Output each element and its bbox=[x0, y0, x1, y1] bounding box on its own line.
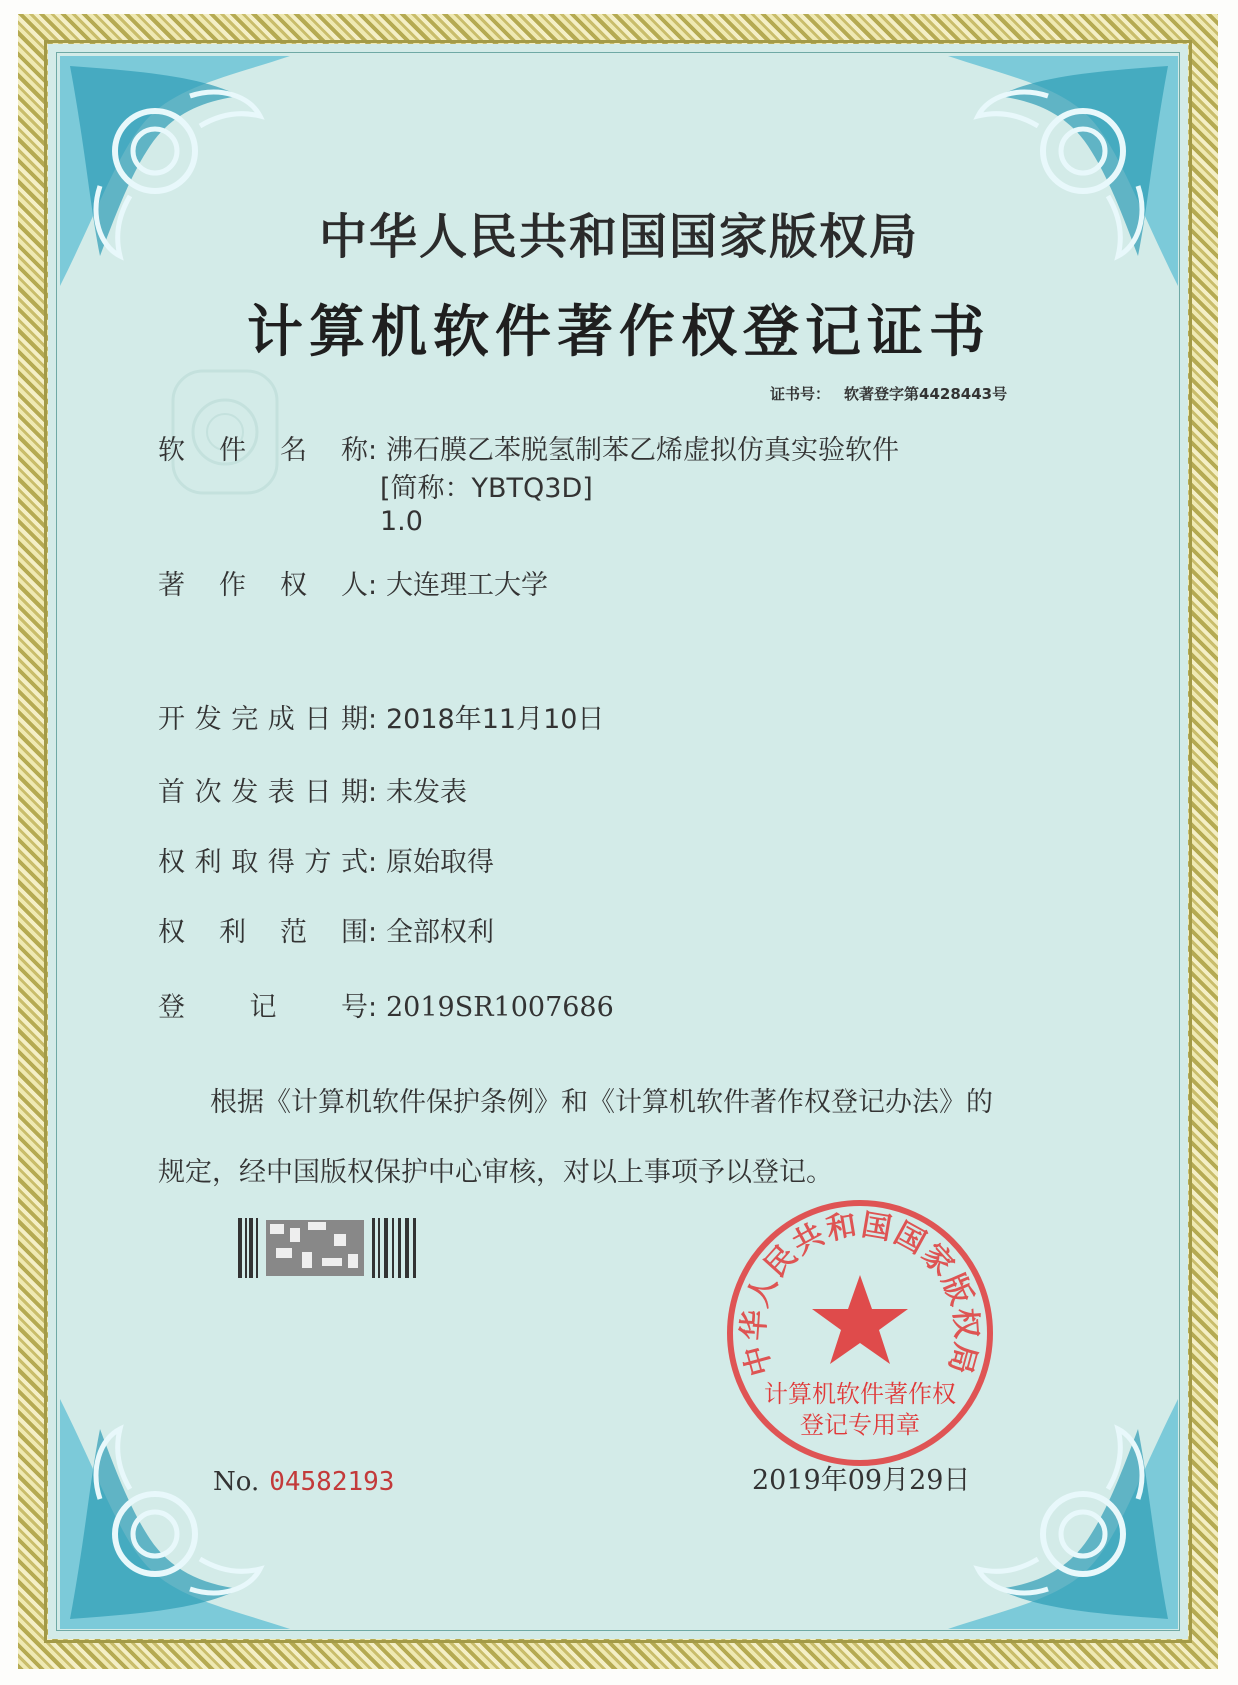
field-value: 大连理工大学 bbox=[386, 570, 548, 601]
serial-label: No. bbox=[213, 1467, 260, 1497]
field-label: 权利范围 bbox=[158, 917, 368, 948]
field-owner bbox=[158, 563, 548, 602]
field-value: 全部权利 bbox=[386, 917, 494, 948]
serial-number bbox=[213, 1467, 394, 1497]
barcode-icon bbox=[238, 1218, 416, 1278]
field-scope bbox=[158, 910, 494, 949]
field-label: 登记号 bbox=[158, 992, 368, 1023]
field-label: 权利取得方式 bbox=[158, 847, 368, 878]
seal-line-2: 登记专用章 bbox=[800, 1411, 920, 1439]
software-version: 1.0 bbox=[380, 506, 423, 537]
issuing-authority: 中华人民共和国国家版权局 bbox=[318, 209, 919, 265]
statement-line-2: 规定，经中国版权保护中心审核，对以上事项予以登记。 bbox=[158, 1157, 833, 1188]
software-short-name: [简称：YBTQ3D] bbox=[380, 473, 593, 504]
seal-ring-text: 中华人民共和国国家版权局 bbox=[736, 1207, 984, 1380]
field-colon: : bbox=[368, 704, 378, 735]
field-value: 2019SR1007686 bbox=[386, 992, 614, 1023]
field-label: 著作权人 bbox=[158, 570, 368, 601]
field-registration-number bbox=[158, 985, 614, 1024]
field-acquisition bbox=[158, 840, 494, 879]
field-colon: : bbox=[368, 847, 378, 878]
field-first-publish-date bbox=[158, 770, 467, 809]
field-value: 2018年11月10日 bbox=[386, 704, 605, 735]
field-colon: : bbox=[368, 777, 378, 808]
issue-date: 2019年09月29日 bbox=[752, 1465, 971, 1496]
field-label: 软件名称 bbox=[158, 435, 368, 466]
certificate-number bbox=[770, 383, 1007, 404]
seal-line-1: 计算机软件著作权 bbox=[764, 1380, 956, 1408]
field-colon: : bbox=[368, 917, 378, 948]
field-completion-date bbox=[158, 697, 604, 736]
field-value: 未发表 bbox=[386, 777, 467, 808]
star-icon bbox=[812, 1275, 908, 1364]
field-colon: : bbox=[368, 435, 378, 466]
field-colon: : bbox=[368, 570, 378, 601]
statement-line-1: 根据《计算机软件保护条例》和《计算机软件著作权登记办法》的 bbox=[210, 1087, 993, 1118]
field-value: 沸石膜乙苯脱氢制苯乙烯虚拟仿真实验软件 bbox=[386, 435, 899, 466]
certificate-number-label: 证书号： bbox=[770, 385, 831, 403]
field-colon: : bbox=[368, 992, 378, 1023]
official-seal bbox=[724, 1197, 996, 1469]
field-software-name bbox=[158, 428, 899, 467]
field-value: 原始取得 bbox=[386, 847, 494, 878]
field-label: 开发完成日期 bbox=[158, 704, 368, 735]
field-label: 首次发表日期 bbox=[158, 777, 368, 808]
certificate-number-value: 软著登字第4428443号 bbox=[844, 385, 1008, 403]
serial-value: 04582193 bbox=[269, 1467, 395, 1497]
corner-ornament-icon bbox=[60, 1399, 290, 1629]
certificate-title: 计算机软件著作权登记证书 bbox=[247, 300, 991, 365]
